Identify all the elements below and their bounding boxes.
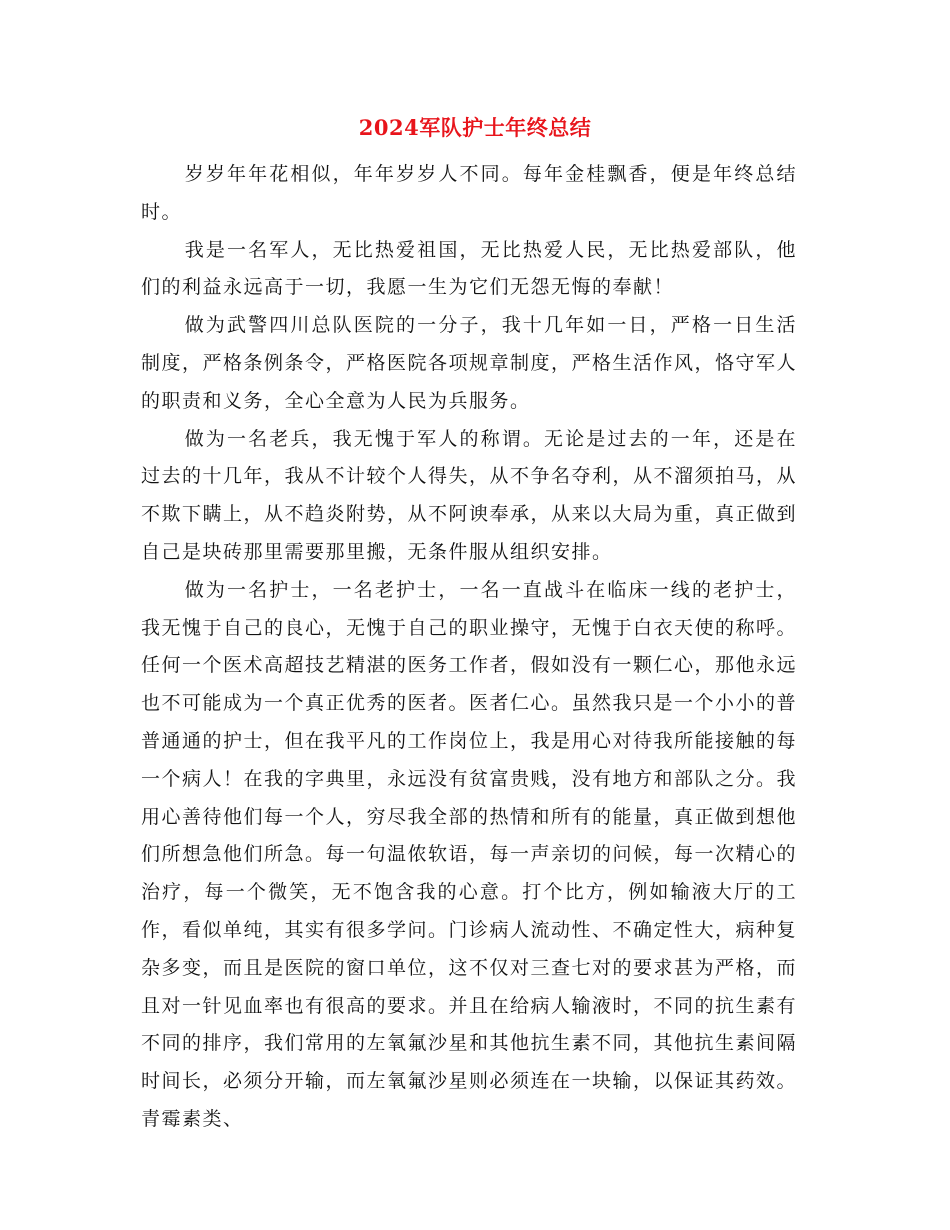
paragraph-5: 做为一名护士，一名老护士，一名一直战斗在临床一线的老护士，我无愧于自己的良心，无愧于自己的职业操守，无愧于白衣天使的称呼。任何一个医术高超技艺精湛的医务工作者，假如没有一颗仁心，那他永远也不可能成为一个真正优秀的医者。医者仁心。虽然我只是一个小小的普普通通的护士，但在我平凡的工作岗位上，我是用心对待我所能接触的每一个病人！在我的字典里，永远没有贫富贵贱，没有地方和部队之分。我用心善待他们每一个人，穷尽我全部的热情和所有的能量，真正做到想他们所想急他们所急。每一句温侬软语，每一声亲切的问候，每一次精心的治疗，每一个微笑，无不饱含我的心意。打个比方，例如输液大厅的工作，看似单纯，其实有很多学问。门诊病人流动性、不确定性大，病种复杂多变，而且是医院的窗口单位，这不仅对三查七对的要求甚为严格，而且对一针见血率也有很高的要求。并且在给病人输液时，不同的抗生素有不同的排序，我们常用的左氧氟沙星和其他抗生素不同，其他抗生素间隔时间长，必须分开输，而左氧氟沙星则必须连在一块输，以保证其药效。青霉素类、 [141,578,798,1130]
document-body [141,156,797,1139]
paragraph-3: 做为武警四川总队医院的一分子，我十几年如一日，严格一日生活制度，严格条例条令，严格医院各项规章制度，严格生活作风，恪守军人的职责和义务，全心全意为人民为兵服务。 [141,314,798,412]
paragraph-4: 做为一名老兵，我无愧于军人的称谓。无论是过去的一年，还是在过去的十几年，我从不计较个人得失，从不争名夺利，从不溜须拍马，从不欺下瞒上，从不趋炎附势，从不阿谀奉承，从来以大局为重，真正做到自己是块砖那里需要那里搬，无条件服从组织安排。 [141,427,798,563]
paragraph-2: 我是一名军人，无比热爱祖国，无比热爱人民，无比热爱部队，他们的利益永远高于一切，我愿一生为它们无怨无悔的奉献！ [141,238,797,299]
paragraph-1: 岁岁年年花相似，年年岁岁人不同。每年金桂飘香，便是年终总结时。 [141,163,797,223]
document-title: 2024军队护士年终总结 [358,115,592,140]
